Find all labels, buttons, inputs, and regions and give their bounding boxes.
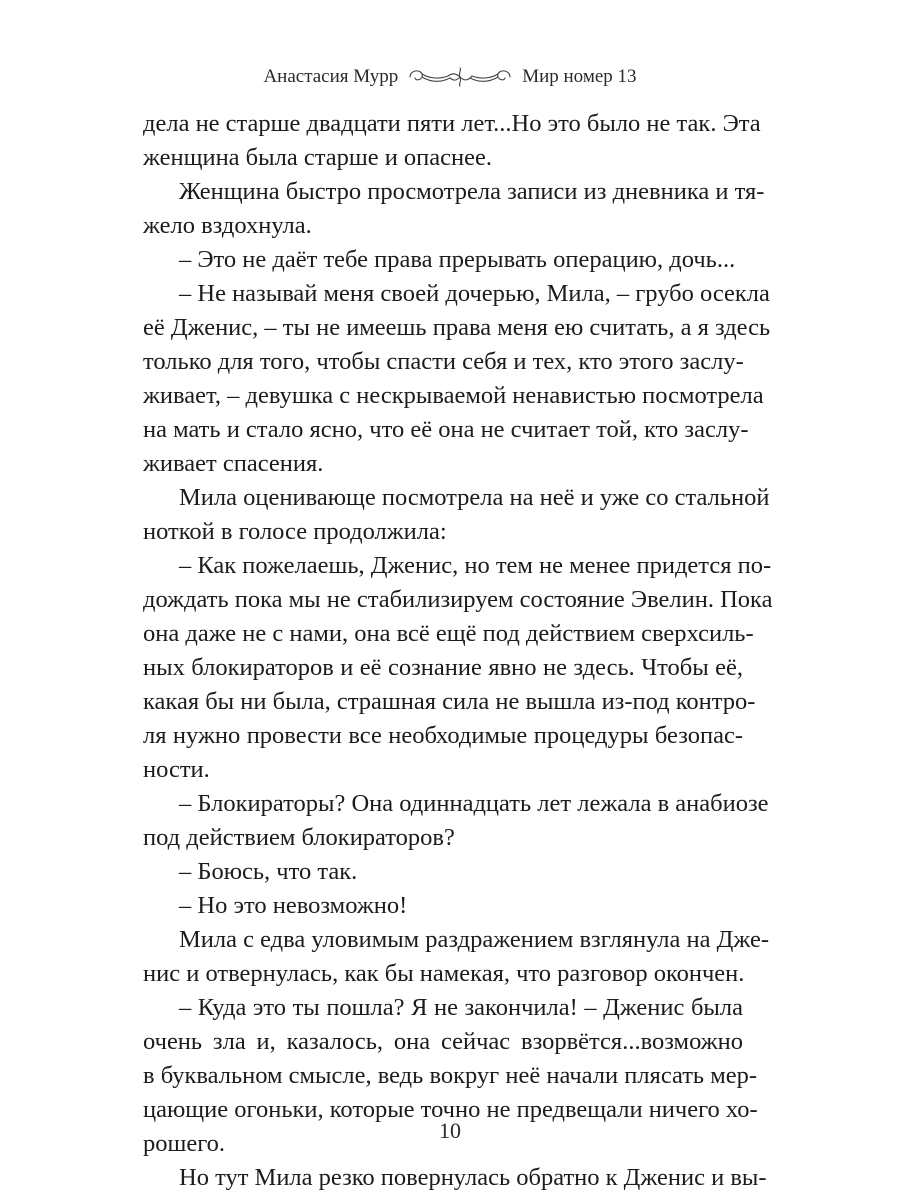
text-line: дела не старше двадцати пяти лет...Но это было не так. Эта — [143, 110, 761, 137]
text-line: ноткой в голосе продолжила: — [143, 518, 447, 545]
running-header — [0, 62, 900, 92]
text-line: живает спасения. — [143, 450, 324, 477]
text-line: рошего. — [143, 1130, 226, 1157]
text-line: – Не называй меня своей дочерью, Мила, – грубо осекла — [179, 280, 770, 307]
text-line: она даже не с нами, она всё ещё под действием сверхсиль- — [143, 620, 754, 647]
text-line: нис и отвернулась, как бы намекая, что разговор окончен. — [143, 960, 745, 987]
text-line: ля нужно провести все необходимые процедуры безопас- — [143, 722, 743, 749]
header-author: Анастасия Мурр — [263, 66, 399, 87]
page-number: 10 — [439, 1118, 461, 1143]
text-line: только для того, чтобы спасти себя и тех, кто этого заслу- — [143, 348, 744, 375]
body-text — [143, 107, 773, 1195]
text-line: – Боюсь, что так. — [179, 858, 358, 885]
flourish-ornament-icon — [406, 64, 514, 90]
text-line: – Но это невозможно! — [179, 892, 408, 919]
text-line: в буквальном смысле, ведь вокруг неё начали плясать мер- — [143, 1062, 758, 1089]
text-line: – Куда это ты пошла? Я не закончила! – Дженис была — [179, 994, 743, 1021]
text-line: жело вздохнула. — [143, 212, 312, 239]
text-line: ных блокираторов и её сознание явно не здесь. Чтобы её, — [143, 654, 743, 681]
text-line: какая бы ни была, страшная сила не вышла из-под контро- — [143, 688, 756, 715]
text-line: женщина была старше и опаснее. — [143, 144, 493, 171]
text-line: – Как пожелаешь, Дженис, но тем не менее придется по- — [179, 552, 772, 579]
text-line: её Дженис, – ты не имеешь права меня ею считать, а я здесь — [143, 314, 771, 341]
text-line: Женщина быстро просмотрела записи из дневника и тя- — [179, 178, 765, 205]
text-line: цающие огоньки, которые точно не предвещали ничего хо- — [143, 1096, 758, 1123]
text-line: – Блокираторы? Она одиннадцать лет лежала в анабиозе — [179, 790, 769, 817]
text-line: – Это не даёт тебе права прерывать операцию, дочь... — [179, 246, 736, 273]
text-line: живает, – девушка с нескрываемой ненавистью посмотрела — [143, 382, 764, 409]
text-line: Мила с едва уловимым раздражением взглянула на Дже- — [179, 926, 769, 953]
text-line: Но тут Мила резко повернулась обратно к Дженис и вы- — [179, 1164, 767, 1191]
text-line: дождать пока мы не стабилизируем состояние Эвелин. Пока — [143, 586, 773, 613]
text-line: под действием блокираторов? — [143, 824, 455, 851]
text-line: на мать и стало ясно, что её она не считает той, кто заслу- — [143, 416, 749, 443]
text-line: Мила оценивающе посмотрела на неё и уже со стальной — [179, 484, 770, 511]
text-line: очень зла и, казалось, она сейчас взорвётся...возможно — [143, 1028, 743, 1055]
text-line: ности. — [143, 756, 210, 783]
header-book-title: Мир номер 13 — [522, 66, 637, 87]
